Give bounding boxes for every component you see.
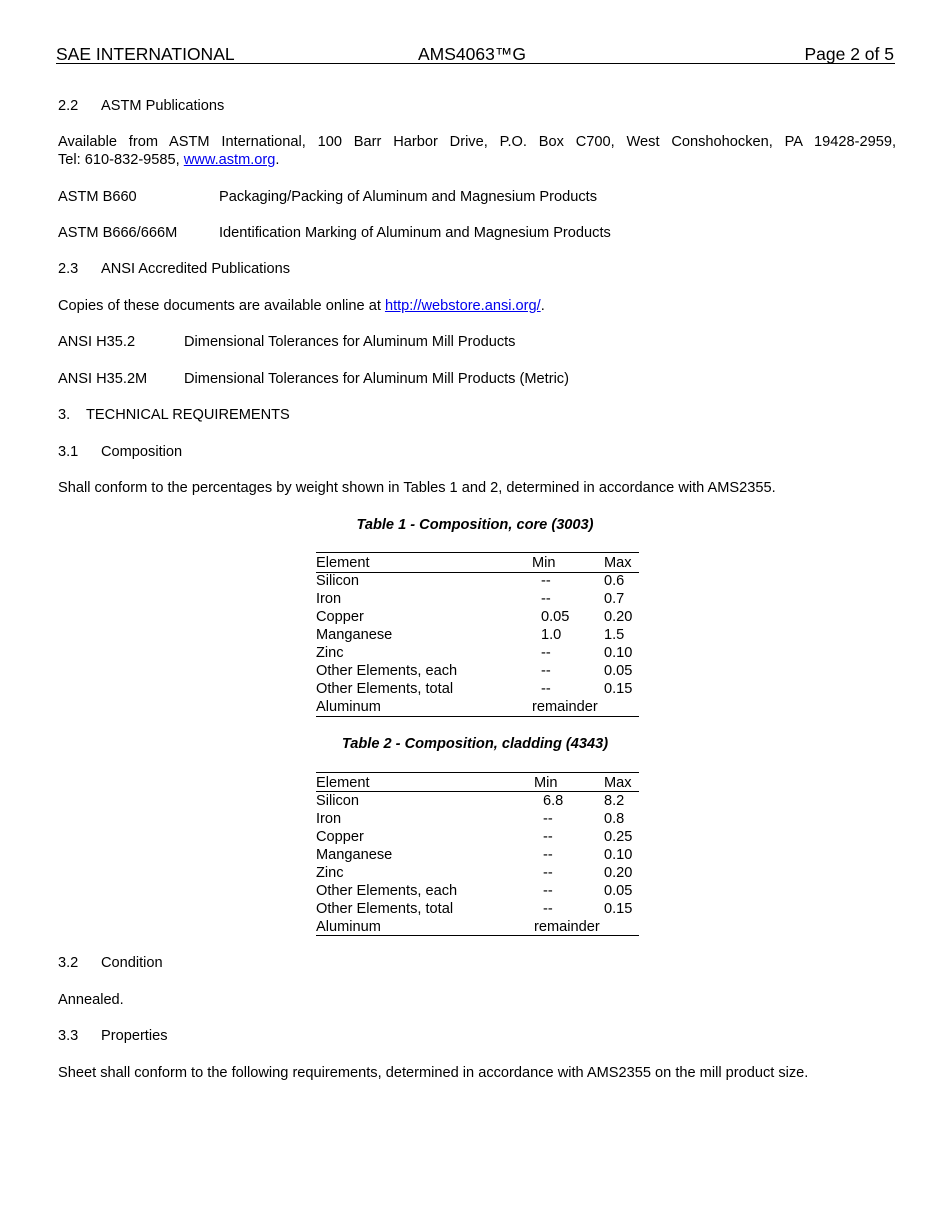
section-3-2-text: Annealed. bbox=[58, 992, 124, 1008]
table-header-max: Max bbox=[604, 555, 632, 571]
section-3-1-number: 3.1 bbox=[58, 444, 79, 460]
table-2-caption: Table 2 - Composition, cladding (4343) bbox=[341, 736, 609, 752]
table-header-rule bbox=[316, 791, 639, 792]
table-cell-min: 6.8 bbox=[543, 793, 564, 809]
astm-period: . bbox=[275, 152, 280, 168]
ref-code: ANSI H35.2 bbox=[58, 334, 136, 350]
section-3-1-text: Shall conform to the percentages by weight shown in Tables 1 and 2, determined in accordance with AMS2355. bbox=[58, 480, 776, 496]
table-cell-min: -- bbox=[541, 663, 551, 679]
table-cell-min: -- bbox=[541, 681, 551, 697]
table-cell-min: 1.0 bbox=[541, 627, 562, 643]
table-header-min: Min bbox=[534, 775, 558, 791]
table-cell-max: 0.10 bbox=[604, 847, 633, 863]
table-cell-element: Aluminum bbox=[316, 699, 381, 715]
section-3-2-title: Condition bbox=[101, 955, 163, 971]
astm-tel: Tel: 610-832-9585, bbox=[58, 152, 180, 168]
ansi-availability bbox=[58, 298, 545, 314]
table-header-element: Element bbox=[316, 775, 370, 791]
table-cell-max: 0.10 bbox=[604, 645, 633, 661]
ref-code: ASTM B666/666M bbox=[58, 225, 178, 241]
table-cell-min: -- bbox=[541, 645, 551, 661]
table-cell-max: 0.20 bbox=[604, 609, 633, 625]
table-cell-max: 0.8 bbox=[604, 811, 625, 827]
table-cell-remainder: remainder bbox=[534, 919, 600, 935]
table-cell-min: -- bbox=[543, 883, 553, 899]
table-cell-max: 1.5 bbox=[604, 627, 625, 643]
table-cell-element: Aluminum bbox=[316, 919, 381, 935]
table-header-min: Min bbox=[532, 555, 556, 571]
table-cell-element: Iron bbox=[316, 811, 342, 827]
table-cell-element: Zinc bbox=[316, 645, 344, 661]
table-cell-remainder: remainder bbox=[532, 699, 598, 715]
table-cell-min: -- bbox=[541, 591, 551, 607]
table-cell-max: 0.05 bbox=[604, 663, 633, 679]
table-cell-max: 0.20 bbox=[604, 865, 633, 881]
astm-availability-line1: Available from ASTM International, 100 Barr Harbor Drive, P.O. Box C700, West Conshohocken, PA 19428-2959, bbox=[58, 134, 896, 150]
ref-title: Dimensional Tolerances for Aluminum Mill Products bbox=[184, 334, 516, 350]
table-cell-element: Other Elements, each bbox=[316, 663, 458, 679]
table-cell-element: Manganese bbox=[316, 847, 393, 863]
section-3-title: TECHNICAL REQUIREMENTS bbox=[86, 407, 290, 423]
table-bottom-rule bbox=[316, 935, 639, 936]
table-cell-min: -- bbox=[543, 811, 553, 827]
astm-availability-line2 bbox=[58, 152, 279, 168]
ref-title: Identification Marking of Aluminum and Magnesium Products bbox=[219, 225, 611, 241]
table-2 bbox=[316, 772, 639, 938]
table-cell-element: Other Elements, each bbox=[316, 883, 458, 899]
section-2-3-number: 2.3 bbox=[58, 261, 79, 277]
section-2-2-title: ASTM Publications bbox=[101, 98, 225, 114]
table-cell-min: -- bbox=[543, 865, 553, 881]
table-cell-max: 8.2 bbox=[604, 793, 625, 809]
header-org: SAE INTERNATIONAL bbox=[56, 44, 235, 64]
table-cell-min: 0.05 bbox=[541, 609, 570, 625]
table-header-element: Element bbox=[316, 555, 370, 571]
ansi-period: . bbox=[540, 298, 545, 314]
section-3-1-title: Composition bbox=[101, 444, 183, 460]
table-bottom-rule bbox=[316, 716, 639, 717]
header-page-number: Page 2 of 5 bbox=[804, 44, 894, 64]
table-cell-min: -- bbox=[543, 901, 553, 917]
table-cell-element: Silicon bbox=[316, 573, 359, 589]
ref-code: ANSI H35.2M bbox=[58, 371, 148, 387]
ref-title: Dimensional Tolerances for Aluminum Mill Products (Metric) bbox=[184, 371, 569, 387]
table-cell-element: Other Elements, total bbox=[316, 681, 454, 697]
table-cell-element: Silicon bbox=[316, 793, 359, 809]
table-cell-element: Manganese bbox=[316, 627, 393, 643]
section-2-2-number: 2.2 bbox=[58, 98, 79, 114]
table-cell-max: 0.15 bbox=[604, 901, 633, 917]
table-cell-max: 0.6 bbox=[604, 573, 625, 589]
section-3-3-title: Properties bbox=[101, 1028, 168, 1044]
table-cell-max: 0.15 bbox=[604, 681, 633, 697]
ansi-copies-text: Copies of these documents are available online at bbox=[58, 298, 381, 314]
table-cell-max: 0.25 bbox=[604, 829, 633, 845]
table-1 bbox=[316, 552, 639, 718]
table-1-caption: Table 1 - Composition, core (3003) bbox=[356, 517, 594, 533]
table-cell-min: -- bbox=[541, 573, 551, 589]
table-cell-element: Copper bbox=[316, 609, 364, 625]
section-3-2-number: 3.2 bbox=[58, 955, 79, 971]
section-2-3-title: ANSI Accredited Publications bbox=[101, 261, 291, 277]
table-cell-element: Copper bbox=[316, 829, 364, 845]
ref-code: ASTM B660 bbox=[58, 189, 137, 205]
table-cell-element: Iron bbox=[316, 591, 342, 607]
ansi-webstore-link[interactable]: http://webstore.ansi.org/ bbox=[384, 298, 541, 314]
ref-title: Packaging/Packing of Aluminum and Magnesium Products bbox=[219, 189, 598, 205]
table-top-rule bbox=[316, 772, 639, 773]
section-3-3-text: Sheet shall conform to the following requirements, determined in accordance with AMS2355 on the mill product size. bbox=[58, 1065, 809, 1081]
section-3-3-number: 3.3 bbox=[58, 1028, 79, 1044]
header-rule bbox=[56, 63, 895, 64]
table-cell-min: -- bbox=[543, 829, 553, 845]
section-3-number: 3. bbox=[58, 407, 71, 423]
astm-website-link[interactable]: www.astm.org bbox=[183, 152, 276, 168]
table-cell-element: Other Elements, total bbox=[316, 901, 454, 917]
table-cell-max: 0.05 bbox=[604, 883, 633, 899]
table-top-rule bbox=[316, 552, 639, 553]
table-header-max: Max bbox=[604, 775, 632, 791]
table-header-rule bbox=[316, 572, 639, 573]
table-cell-min: -- bbox=[543, 847, 553, 863]
table-cell-max: 0.7 bbox=[604, 591, 625, 607]
header-doc-id: AMS4063™G bbox=[418, 44, 526, 64]
table-cell-element: Zinc bbox=[316, 865, 344, 881]
